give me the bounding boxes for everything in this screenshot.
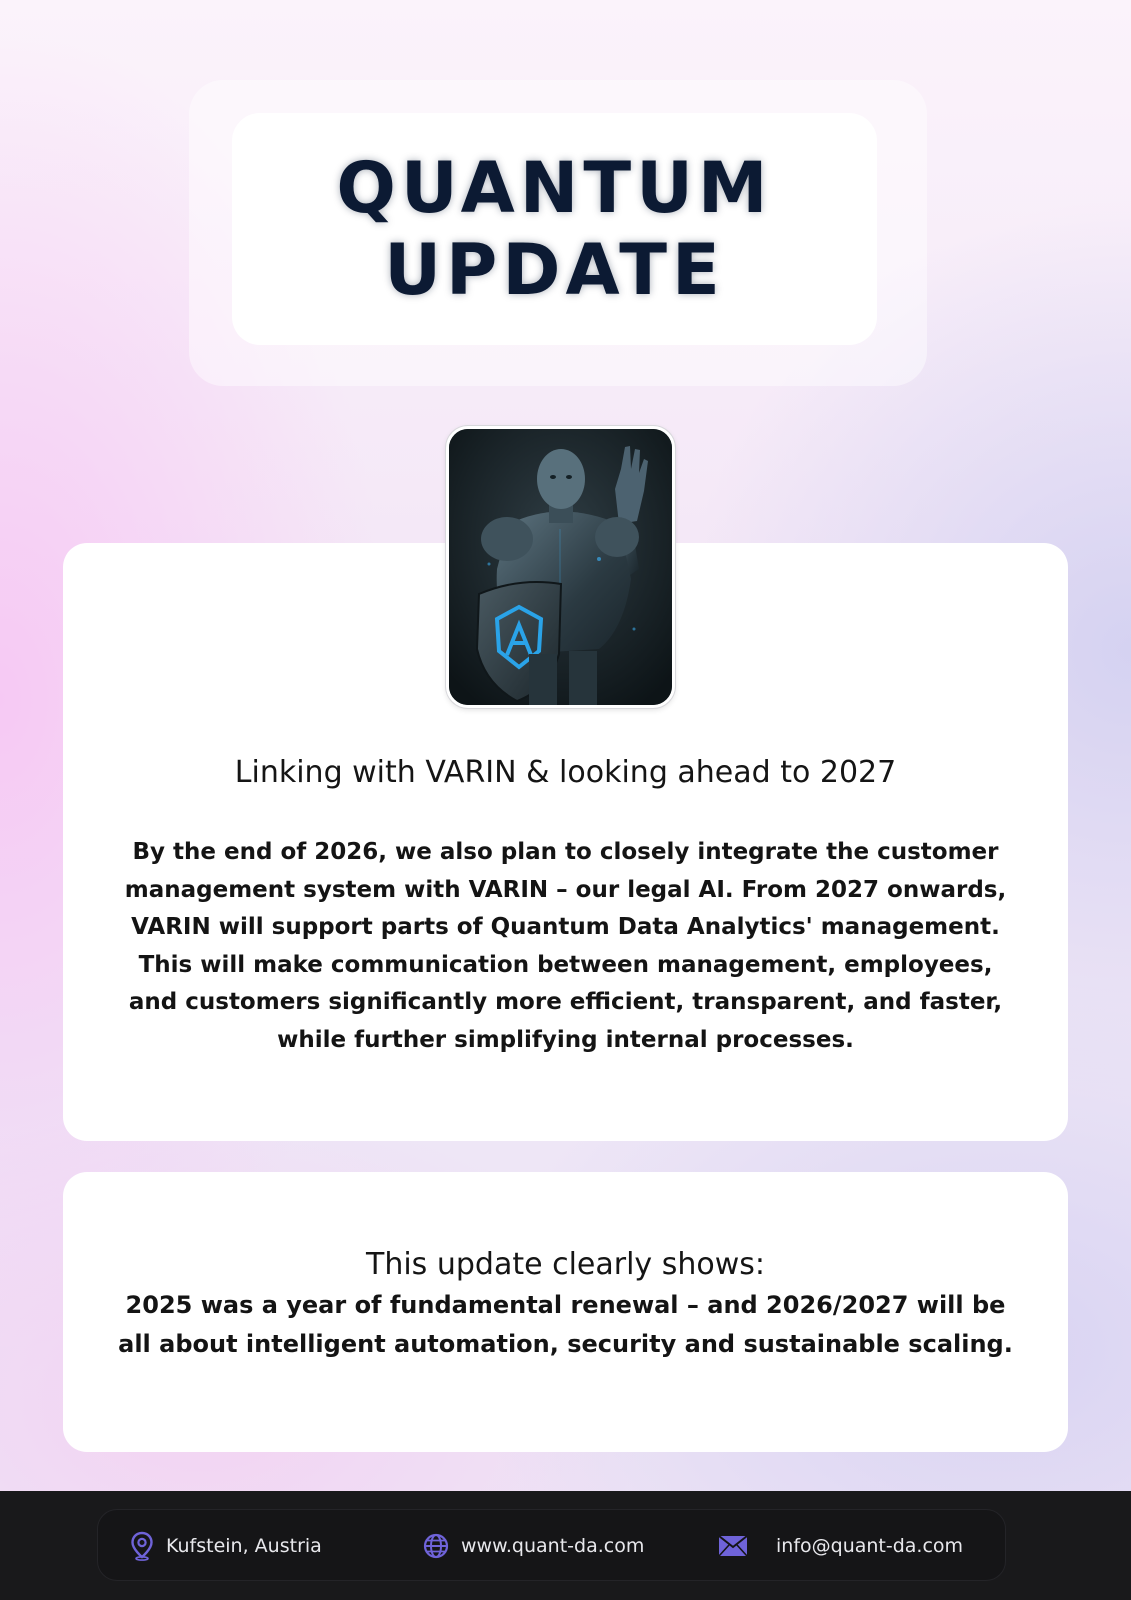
website-link[interactable]: www.quant-da.com [461, 1535, 645, 1557]
email-link[interactable]: info@quant-da.com [776, 1535, 964, 1557]
footer-location [130, 1510, 322, 1582]
body-line: while further simplifying internal processes. [277, 1026, 854, 1053]
mail-icon [718, 1535, 748, 1557]
body-line: This will make communication between management, employees, [138, 951, 993, 978]
robot-portrait-image [446, 426, 675, 708]
location-text: Kufstein, Austria [166, 1535, 322, 1557]
summary-heading: This update clearly shows: [366, 1247, 765, 1282]
section-heading: Linking with VARIN & looking ahead to 2027 [234, 755, 897, 790]
page-title-line-2: UPDATE [384, 229, 725, 311]
footer-website[interactable] [423, 1510, 644, 1582]
footer [0, 1491, 1131, 1600]
globe-icon [423, 1533, 449, 1559]
location-pin-icon [130, 1531, 154, 1561]
body-line: By the end of 2026, we also plan to closely integrate the customer [132, 839, 999, 865]
summary-line: 2025 was a year of fundamental renewal – and 2026/2027 will be [125, 1291, 1006, 1319]
footer-contact-bar [97, 1509, 1006, 1581]
footer-email[interactable] [718, 1510, 963, 1582]
summary-line: all about intelligent automation, security and sustainable scaling. [118, 1330, 1013, 1358]
section-body [110, 834, 1021, 1059]
summary-body [95, 1286, 1036, 1364]
body-line: management system with VARIN – our legal AI. From 2027 onwards, [124, 876, 1007, 903]
page-title-line-1: QUANTUM [336, 147, 773, 229]
title-card [232, 113, 877, 345]
body-line: and customers significantly more efficient, transparent, and faster, [128, 989, 1003, 1015]
body-line: VARIN will support parts of Quantum Data Analytics' management. [131, 914, 1000, 940]
